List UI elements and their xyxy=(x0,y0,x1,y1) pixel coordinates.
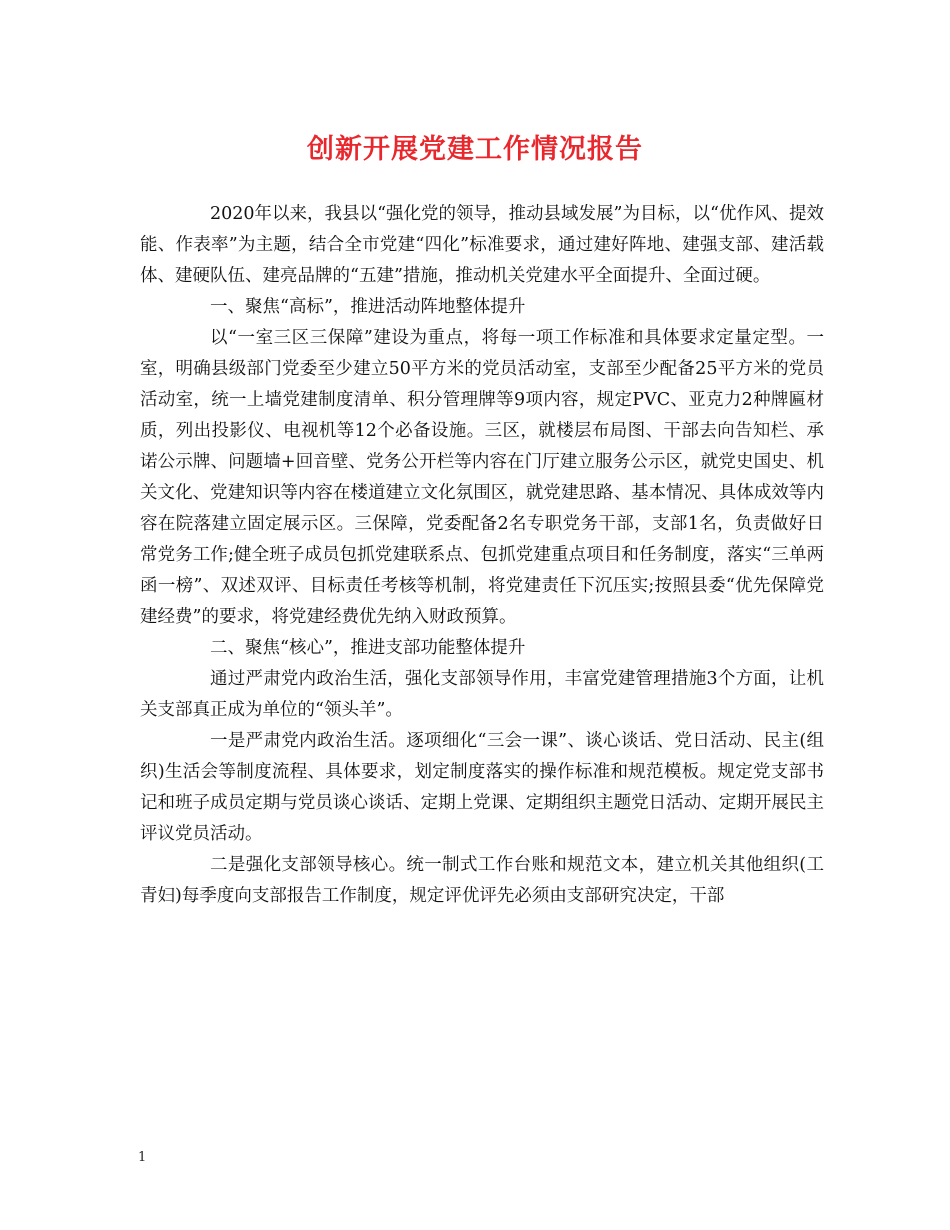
section-heading-1: 一、聚焦“高标”，推进活动阵地整体提升 xyxy=(210,297,526,317)
page-number: 1 xyxy=(138,1150,147,1165)
paragraph-intro: 2020年以来，我县以“强化党的领导，推动县域发展”为目标，以“优作风、提效能、作表率”为主题，结合全市党建“四化”标准要求，通过建好阵地、建强支部、建活载体、建硬队伍、建亮品牌的“五建”措施，推动机关党建水平全面提升、全面过硬。 xyxy=(140,204,824,286)
document-title: 创新开展党建工作情况报告 xyxy=(307,134,643,165)
section-heading-2: 二、聚焦“核心”，推进支部功能整体提升 xyxy=(210,638,526,658)
document-body xyxy=(140,199,824,912)
paragraph-section-2-point-1: 一是严肃党内政治生活。逐项细化“三会一课”、谈心谈话、党日活动、民主(组织)生活会等制度流程、具体要求，划定制度落实的操作标准和规范模板。规定党支部书记和班子成员定期与党员谈心谈话、定期上党课、定期组织主题党日活动、定期开展民主评议党员活动。 xyxy=(140,731,824,844)
paragraph-section-1: 以“一室三区三保障”建设为重点，将每一项工作标准和具体要求定量定型。一室，明确县级部门党委至少建立50平方米的党员活动室，支部至少配备25平方米的党员活动室，统一上墙党建制度清单、积分管理牌等9项内容，规定PVC、亚克力2种牌匾材质，列出投影仪、电视机等12个必备设施。三区，就楼层布局图、干部去向告知栏、承诺公示牌、问题墙+回音壁、党务公开栏等内容在门厅建立服务公示区，就党史国史、机关文化、党建知识等内容在楼道建立文化氛围区，就党建思路、基本情况、具体成效等内容在院落建立固定展示区。三保障，党委配备2名专职党务干部，支部1名，负责做好日常党务工作;健全班子成员包抓党建联系点、包抓党建重点项目和任务制度，落实“三单两函一榜”、双述双评、目标责任考核等机制，将党建责任下沉压实;按照县委“优先保障党建经费”的要求，将党建经费优先纳入财政预算。 xyxy=(140,328,824,627)
paragraph-section-2-point-2: 二是强化支部领导核心。统一制式工作台账和规范文本，建立机关其他组织(工青妇)每季度向支部报告工作制度，规定评优评先必须由支部研究决定，干部 xyxy=(140,855,824,906)
paragraph-section-2-intro: 通过严肃党内政治生活，强化支部领导作用，丰富党建管理措施3个方面，让机关支部真正成为单位的“领头羊”。 xyxy=(140,669,824,720)
